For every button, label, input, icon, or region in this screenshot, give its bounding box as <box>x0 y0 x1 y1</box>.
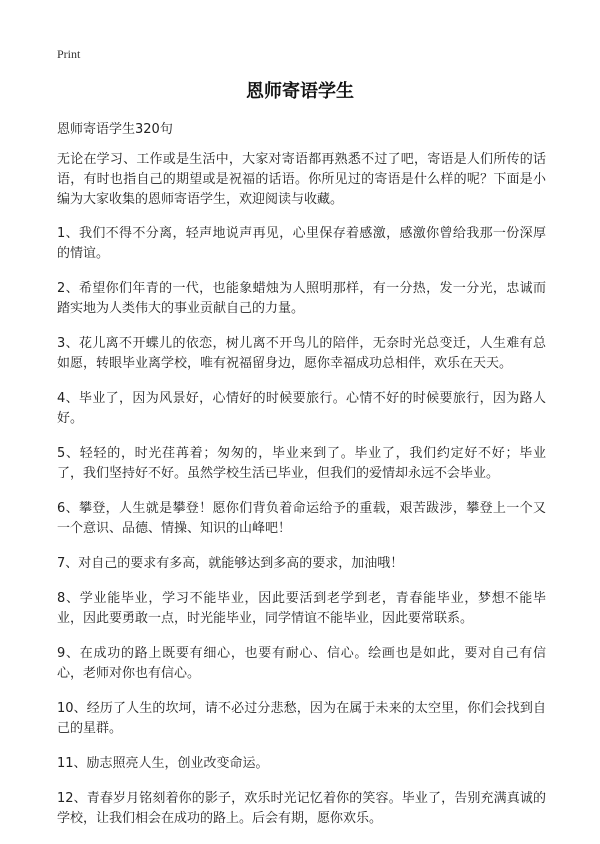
intro-paragraph: 无论在学习、工作或是生活中，大家对寄语都再熟悉不过了吧，寄语是人们所传的话语，有时也指自己的期望或是祝福的话语。你所见过的寄语是什么样的呢？下面是小编为大家收集的恩师寄语学生，欢迎阅读与收藏。 <box>57 152 546 207</box>
page-title: 恩师寄语学生 <box>246 81 354 102</box>
list-item: 2、希望你们年青的一代，也能象蜡烛为人照明那样，有一分热，发一分光，忠诚而踏实地为人类伟大的事业贡献自己的力量。 <box>57 281 546 316</box>
list-item: 1、我们不得不分离，轻声地说声再见，心里保存着感激，感激你曾给我那一份深厚的情谊。 <box>57 226 546 261</box>
list-item: 11、励志照亮人生，创业改变命运。 <box>57 756 269 771</box>
list-item: 8、学业能毕业，学习不能毕业，因此要活到老学到老，青春能毕业，梦想不能毕业，因此要勇敢一点，时光能毕业，同学情谊不能毕业，因此要常联系。 <box>57 591 546 626</box>
document-body <box>57 150 546 844</box>
list-item: 12、青春岁月铭刻着你的影子，欢乐时光记忆着你的笑容。毕业了，告别充满真诚的学校，让我们相会在成功的路上。后会有期，愿你欢乐。 <box>57 791 546 826</box>
list-item: 5、轻轻的，时光荏苒着；匆匆的，毕业来到了。毕业了，我们约定好不好；毕业了，我们坚持好不好。虽然学校生活已毕业，但我们的爱情却永远不会毕业。 <box>57 446 546 481</box>
list-item: 7、对自己的要求有多高，就能够达到多高的要求，加油哦！ <box>57 556 404 571</box>
list-item: 4、毕业了，因为风景好，心情好的时候要旅行。心情不好的时候要旅行，因为路人好。 <box>57 391 546 426</box>
print-label: Print <box>57 47 81 61</box>
document-subtitle: 恩师寄语学生320句 <box>57 122 173 137</box>
list-item: 10、经历了人生的坎坷，请不必过分悲愁，因为在属于未来的太空里，你们会找到自己的星群。 <box>57 701 546 736</box>
list-item: 3、花儿离不开蝶儿的依恋，树儿离不开鸟儿的陪伴，无奈时光总变迁，人生难有总如愿，转眼毕业离学校，唯有祝福留身边，愿你幸福成功总相伴，欢乐在天天。 <box>57 336 546 371</box>
list-item: 9、在成功的路上既要有细心，也要有耐心、信心。绘画也是如此，要对自己有信心，老师对你也有信心。 <box>57 646 546 681</box>
list-item: 6、攀登，人生就是攀登！愿你们背负着命运给予的重载，艰苦跋涉，攀登上一个又一个意识、品德、情操、知识的山峰吧！ <box>57 501 546 536</box>
